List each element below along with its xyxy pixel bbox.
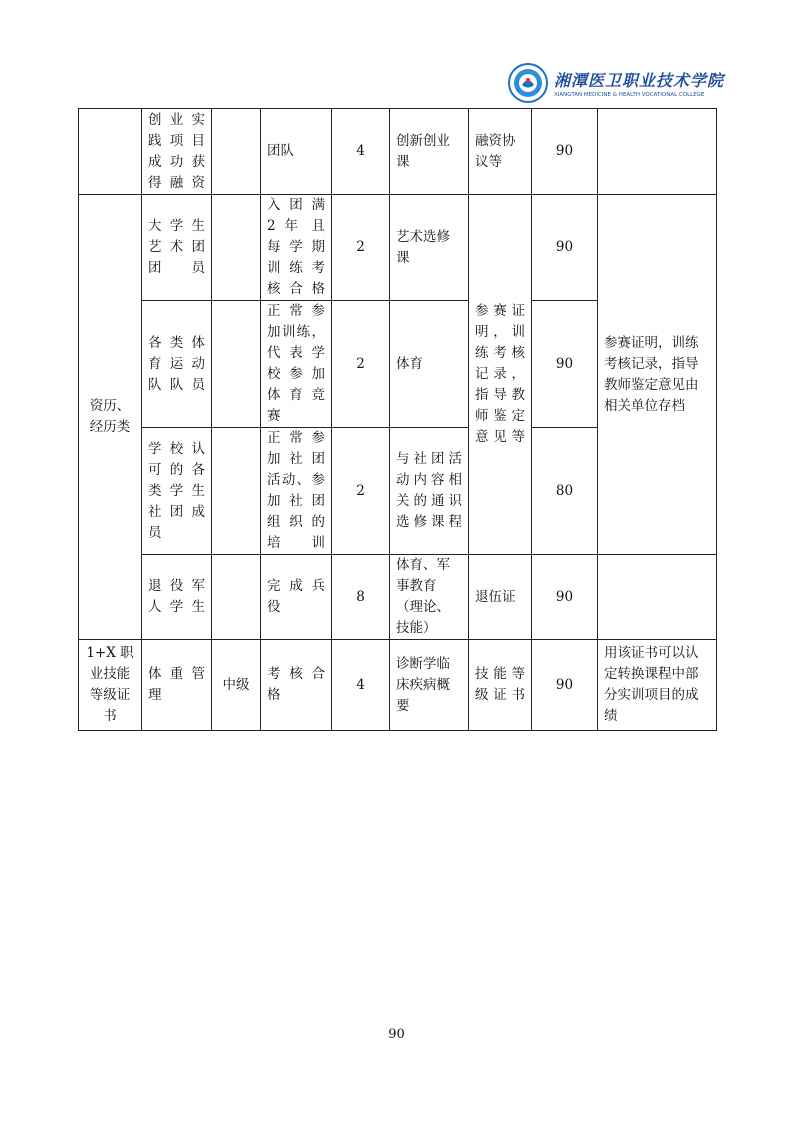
score-cell: 90 xyxy=(532,555,598,640)
note-cell xyxy=(598,109,717,195)
college-logo xyxy=(508,60,738,106)
level-cell xyxy=(212,301,261,428)
course-cell: 创新创业课 xyxy=(390,109,469,195)
score-cell: 90 xyxy=(532,640,598,731)
note-cell: 参赛证明，训练考核记录，指导教师鉴定意见由相关单位存档 xyxy=(598,195,717,555)
category-cell: 资历、经历类 xyxy=(79,195,142,640)
project-cell: 体 重 管 理 xyxy=(142,640,212,731)
logo-english-name: XIANGTAN MEDICINE & HEALTH VOCATIONAL COLLEGE xyxy=(554,92,705,98)
level-cell xyxy=(212,195,261,301)
requirement-cell: 考 核 合 格 xyxy=(261,640,332,731)
project-cell: 学 校 认 可 的 各 类 学 生 社 团 成 员 xyxy=(142,428,212,555)
course-cell: 体育、军事教育（理论、技能） xyxy=(390,555,469,640)
requirement-cell: 团队 xyxy=(261,109,332,195)
course-cell: 体育 xyxy=(390,301,469,428)
level-cell xyxy=(212,555,261,640)
evidence-cell: 退伍证 xyxy=(469,555,532,640)
table-row xyxy=(79,109,717,195)
score-cell: 90 xyxy=(532,301,598,428)
credit-cell: 4 xyxy=(332,640,390,731)
project-cell: 大 学 生 艺 术 团 团员 xyxy=(142,195,212,301)
evidence-cell: 参赛证明，训练考核记录，指导教师鉴定意见等 xyxy=(469,195,532,555)
course-cell: 诊断学临床疾病概要 xyxy=(390,640,469,731)
evidence-cell: 技能等级证书 xyxy=(469,640,532,731)
requirement-cell: 正 常 参 加 社 团 活动、参 加 社 团 组 织 的 培训 xyxy=(261,428,332,555)
credit-cell: 4 xyxy=(332,109,390,195)
college-seal-icon xyxy=(508,63,548,103)
table-row xyxy=(79,640,717,731)
project-cell: 创 业 实 践 项 目 成 功 获 得融资 xyxy=(142,109,212,195)
note-cell xyxy=(598,555,717,640)
score-cell: 80 xyxy=(532,428,598,555)
table-row xyxy=(79,195,717,301)
project-cell: 各 类 体 育 运 动 队队员 xyxy=(142,301,212,428)
category-cell xyxy=(79,109,142,195)
page-number: 90 xyxy=(388,1027,405,1042)
table-row xyxy=(79,555,717,640)
course-cell: 与社团活动内容相关的通识选修课程 xyxy=(390,428,469,555)
level-cell xyxy=(212,428,261,555)
level-cell xyxy=(212,109,261,195)
credit-cell: 2 xyxy=(332,428,390,555)
requirement-cell: 入 团 满 2 年 且 每 学 期 训 练 考 核合格 xyxy=(261,195,332,301)
note-cell: 用该证书可以认定转换课程中部分实训项目的成绩 xyxy=(598,640,717,731)
requirement-cell: 正 常 参 加训练，代 表 学 校 参 加 体 育 竞 赛 xyxy=(261,301,332,428)
logo-chinese-name: 湘潭医卫职业技术学院 xyxy=(554,71,725,90)
category-cell: 1+X 职业技能等级证书 xyxy=(79,640,142,731)
score-cell: 90 xyxy=(532,195,598,301)
requirement-cell: 完 成 兵 役 xyxy=(261,555,332,640)
credit-cell: 2 xyxy=(332,301,390,428)
credit-cell: 8 xyxy=(332,555,390,640)
evidence-cell: 融资协议等 xyxy=(469,109,532,195)
credit-conversion-table xyxy=(78,108,717,731)
project-cell: 退 役 军 人学生 xyxy=(142,555,212,640)
level-cell: 中级 xyxy=(212,640,261,731)
score-cell: 90 xyxy=(532,109,598,195)
course-cell: 艺术选修课 xyxy=(390,195,469,301)
credit-cell: 2 xyxy=(332,195,390,301)
